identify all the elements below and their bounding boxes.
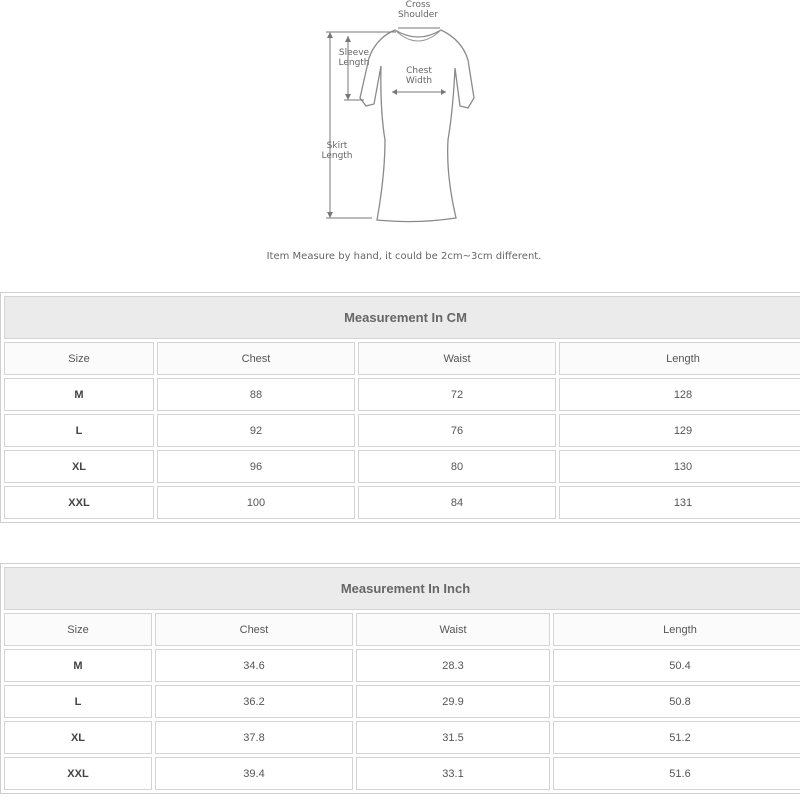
table-header-row	[4, 613, 800, 646]
cell-length: 131	[559, 486, 800, 519]
cell-waist: 33.1	[356, 757, 550, 790]
table-title: Measurement In Inch	[4, 567, 800, 610]
table-row	[4, 414, 800, 447]
cell-waist: 84	[358, 486, 556, 519]
cell-size: XXL	[4, 757, 152, 790]
cell-length: 51.2	[553, 721, 800, 754]
cell-size: L	[4, 685, 152, 718]
cell-chest: 96	[157, 450, 355, 483]
cell-size: M	[4, 378, 154, 411]
dress-outline-illustration	[0, 0, 800, 280]
measurement-note: Item Measure by hand, it could be 2cm~3cm different.	[266, 251, 542, 262]
table-title-row	[4, 296, 800, 339]
header-waist: Waist	[358, 342, 556, 375]
table-header-row	[4, 342, 800, 375]
header-size: Size	[4, 342, 154, 375]
cell-size: XXL	[4, 486, 154, 519]
cell-length: 128	[559, 378, 800, 411]
header-size: Size	[4, 613, 152, 646]
header-waist: Waist	[356, 613, 550, 646]
cell-chest: 39.4	[155, 757, 353, 790]
cell-chest: 92	[157, 414, 355, 447]
cell-size: M	[4, 649, 152, 682]
header-length: Length	[553, 613, 800, 646]
cell-chest: 37.8	[155, 721, 353, 754]
cell-length: 50.4	[553, 649, 800, 682]
cell-length: 50.8	[553, 685, 800, 718]
table-row	[4, 685, 800, 718]
label-skirt-length: Skirt Length	[321, 141, 353, 161]
table-row	[4, 757, 800, 790]
cell-chest: 34.6	[155, 649, 353, 682]
table-title: Measurement In CM	[4, 296, 800, 339]
cell-length: 130	[559, 450, 800, 483]
cell-waist: 72	[358, 378, 556, 411]
dress-size-diagram	[0, 0, 800, 280]
table-row	[4, 486, 800, 519]
cell-waist: 28.3	[356, 649, 550, 682]
table-row	[4, 649, 800, 682]
label-cross-shoulder: Cross Shoulder	[397, 0, 439, 20]
cell-chest: 88	[157, 378, 355, 411]
label-chest-width: Chest Width	[405, 66, 433, 86]
label-sleeve-length: Sleeve Length	[338, 48, 370, 68]
cell-size: L	[4, 414, 154, 447]
cell-waist: 29.9	[356, 685, 550, 718]
dress-outline	[360, 30, 474, 222]
cell-waist: 31.5	[356, 721, 550, 754]
cell-length: 129	[559, 414, 800, 447]
header-chest: Chest	[157, 342, 355, 375]
cell-waist: 80	[358, 450, 556, 483]
table-row	[4, 721, 800, 754]
header-chest: Chest	[155, 613, 353, 646]
header-length: Length	[559, 342, 800, 375]
cell-size: XL	[4, 721, 152, 754]
cell-length: 51.6	[553, 757, 800, 790]
cell-size: XL	[4, 450, 154, 483]
cell-chest: 100	[157, 486, 355, 519]
table-row	[4, 378, 800, 411]
cell-chest: 36.2	[155, 685, 353, 718]
table-title-row	[4, 567, 800, 610]
table-row	[4, 450, 800, 483]
measurement-table-inch	[0, 563, 800, 794]
measurement-table-cm	[0, 292, 800, 523]
cell-waist: 76	[358, 414, 556, 447]
